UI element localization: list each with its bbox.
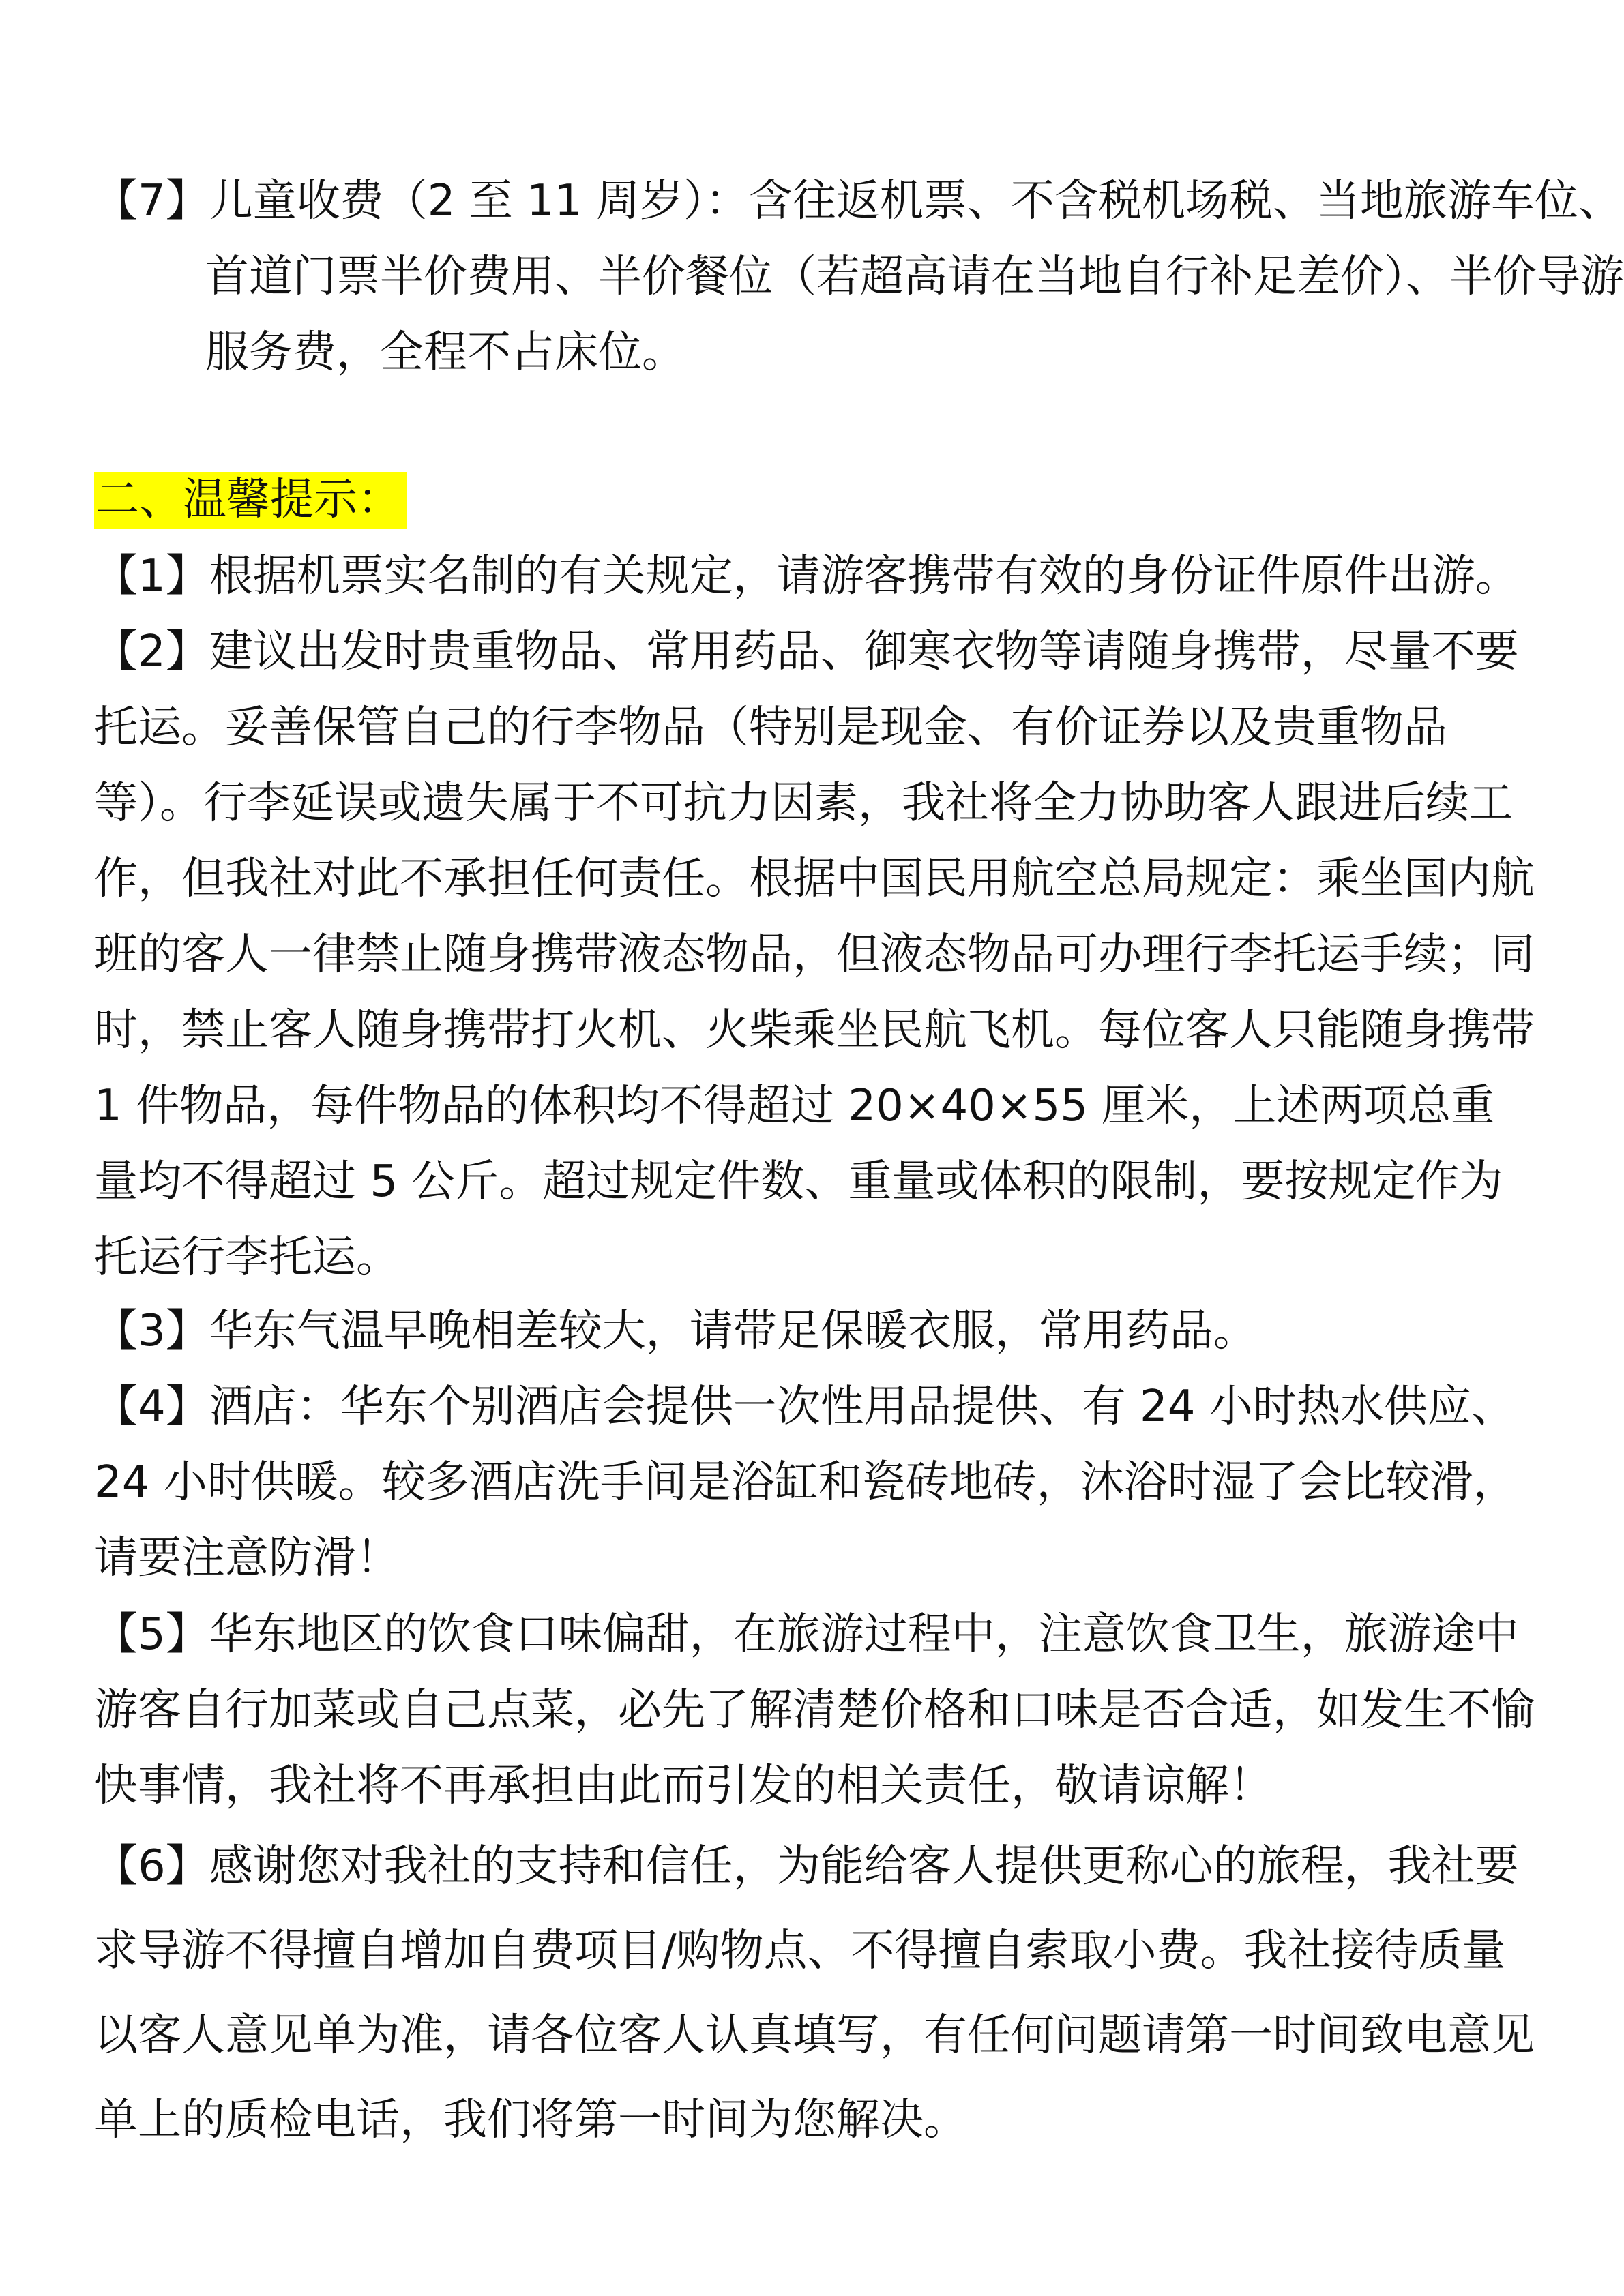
tip-item-4	[94, 1369, 1537, 1596]
tip-item-2	[94, 614, 1537, 1296]
tip-item-6	[94, 1824, 1537, 2162]
section-title: 二、温馨提示：	[94, 472, 407, 529]
tip-item-1	[94, 539, 1537, 614]
item-text: 华东地区的饮食口味偏甜，在旅游过程中，注意饮食卫生，旅游途中游客自行加菜或自己点菜，必先了解清楚价格和口味是否合适，如发生不愉快事情，我社将不再承担由此而引发的相关责任，敬请谅解！	[94, 1609, 1535, 1811]
item-marker: 【1】	[94, 551, 209, 601]
item-marker: 【6】	[94, 1841, 209, 1892]
item-text: 感谢您对我社的支持和信任，为能给客人提供更称心的旅程，我社要求导游不得擅自增加自费项目/购物点、不得擅自索取小费。我社接待质量以客人意见单为准，请各位客人认真填写，有任何问题请第一时间致电意见单上的质检电话，我们将第一时间为您解决。	[94, 1841, 1535, 2145]
fee-item-7	[94, 164, 1624, 391]
item-text: 建议出发时贵重物品、常用药品、御寒衣物等请随身携带，尽量不要托运。妥善保管自己的行李物品（特别是现金、有价证券以及贵重物品等）。行李延误或遗失属于不可抗力因素，我社将全力协助客人跟进后续工作，但我社对此不承担任何责任。根据中国民用航空总局规定：乘坐国内航班的客人一律禁止随身携带液态物品，但液态物品可办理行李托运手续；同时，禁止客人随身携带打火机、火柴乘坐民航飞机。每位客人只能随身携带 1 件物品，每件物品的体积均不得超过 20×40×55 厘米，上述两项总重量均不得超过 5 公斤。超过规定件数、重量或体积的限制，要按规定作为托运行李托运。	[94, 627, 1535, 1283]
tip-item-3	[94, 1294, 1537, 1369]
item-text: 根据机票实名制的有关规定，请游客携带有效的身份证件原件出游。	[209, 551, 1519, 601]
item-text: 华东气温早晚相差较大，请带足保暖衣服，常用药品。	[209, 1306, 1257, 1356]
item-marker: 【2】	[94, 627, 209, 677]
item-text: 儿童收费（2 至 11 周岁）：含往返机票、不含税机场税、当地旅游车位、首道门票半价费用、半价餐位（若超高请在当地自行补足差价）、半价导游服务费，全程不占床位。	[205, 176, 1624, 378]
item-marker: 【7】	[94, 176, 209, 226]
section-heading	[94, 462, 407, 538]
item-marker: 【5】	[94, 1609, 209, 1660]
item-marker: 【4】	[94, 1382, 209, 1432]
item-marker: 【3】	[94, 1306, 209, 1356]
tip-item-5	[94, 1597, 1537, 1824]
item-text: 酒店：华东个别酒店会提供一次性用品提供、有 24 小时热水供应、24 小时供暖。较多酒店洗手间是浴缸和瓷砖地砖，沐浴时湿了会比较滑，请要注意防滑！	[94, 1382, 1517, 1583]
